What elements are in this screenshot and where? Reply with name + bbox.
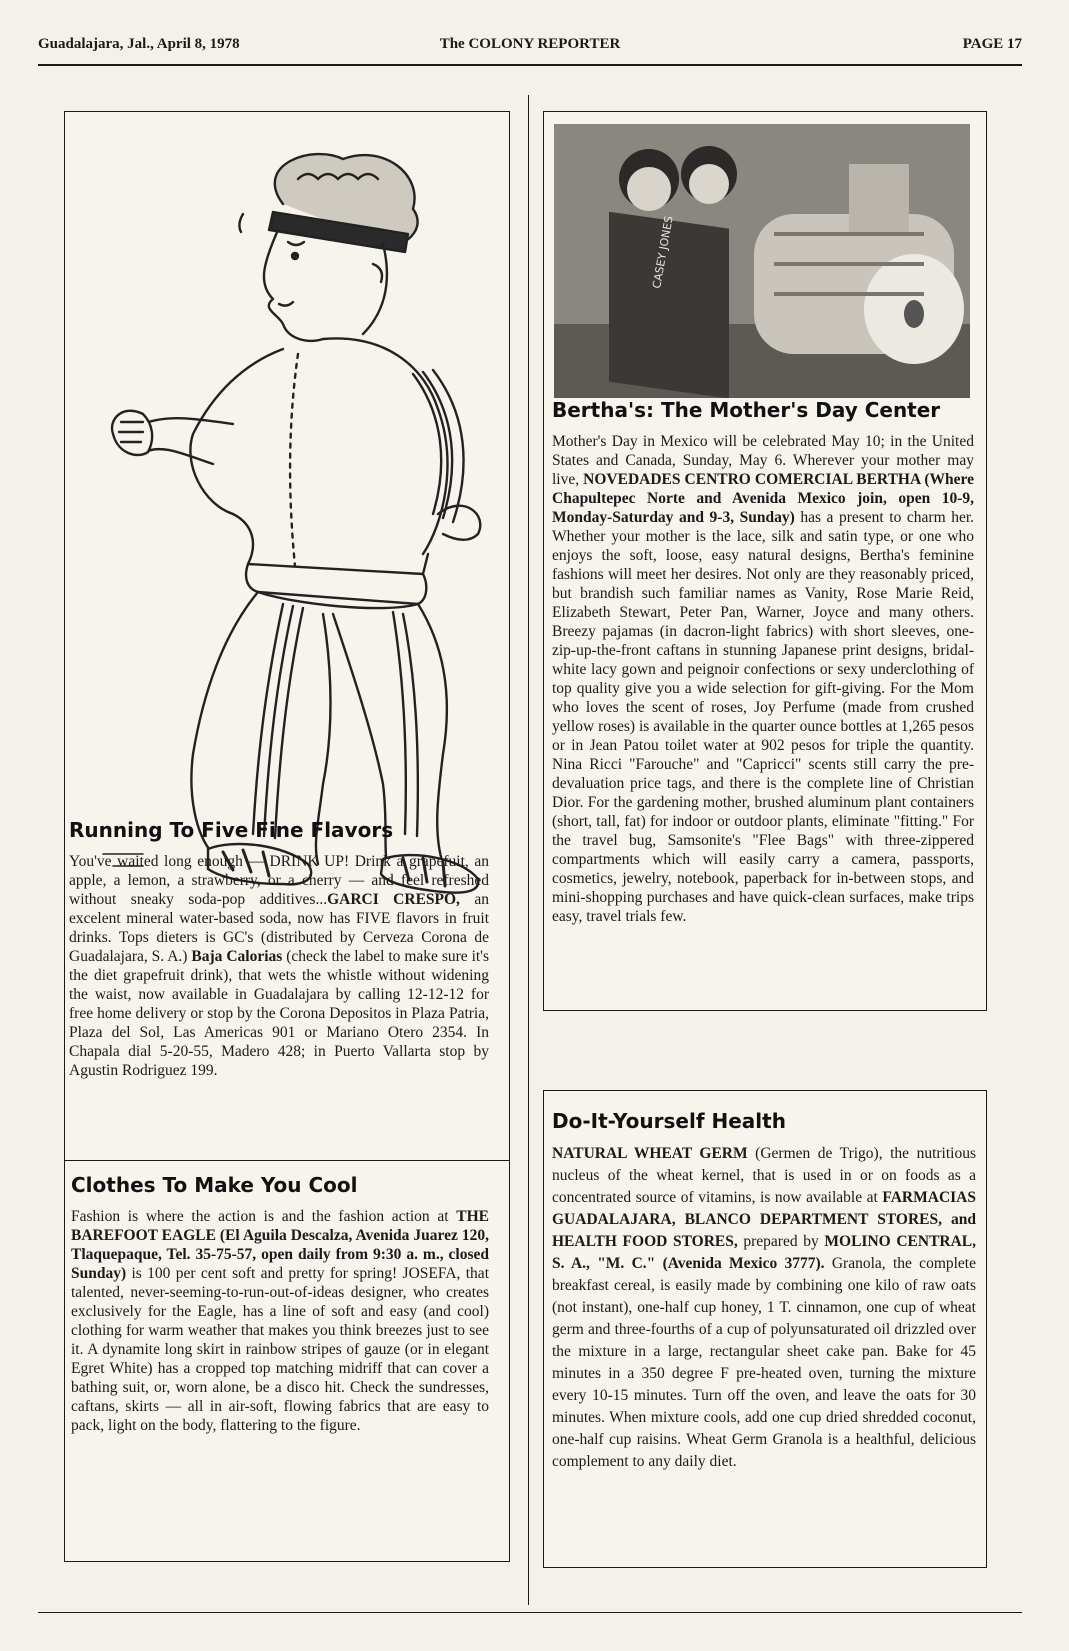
bertha-article xyxy=(543,111,987,1011)
health-body-1: (Germen de Trigo), the nutritious nucleus of the wheat kernel, that is used in or on foods as a concentrated source of vitamins, is now available at xyxy=(552,1145,977,1206)
clothes-body xyxy=(71,1207,489,1435)
health-bold-2: FARMACIAS GUADALAJARA, BLANCO DEPARTMENT STORES, and HEALTH FOOD STORES, xyxy=(552,1189,976,1250)
clothes-bold-1: THE BAREFOOT EAGLE (El Aguila Descalza, Avenida Juarez 120, Tlaquepaque, Tel. 35-75-57, open daily from 9:30 a. m., closed Sunday) xyxy=(71,1208,489,1282)
health-bold-3: MOLINO CENTRAL, S. A., "M. C." (Avenida Mexico 3777). xyxy=(552,1233,977,1272)
train-sign: CASEY JONES xyxy=(650,214,676,290)
health-body xyxy=(552,1143,976,1473)
bertha-bold-1: NOVEDADES CENTRO COMERCIAL BERTHA (Where Chapultepec Norte and Avenida Mexico join, open 10-9, Monday-Saturday and 9-3, Sunday) xyxy=(552,471,974,526)
running-article xyxy=(64,111,510,1189)
page-number: PAGE 17 xyxy=(962,36,1022,52)
masthead-rule xyxy=(38,64,1022,66)
masthead xyxy=(38,36,1022,60)
health-body-3: Granola, the complete breakfast cereal, is easily made by combining one kilo of raw oats (not instant), one-half cup honey, 1 T. cinnamon, one cup of wheat germ and three-fourths of a cup of polyunsaturated oil drizzled over the mixture in a large, rectangular sheet cake pan. Bake for 45 minutes in a 350 degree F pre-heated oven, turning the mixture every 10-15 minutes. Turn off the oven, and leave the oats for 30 minutes. When mixture cools, add one cup dried shredded coconut, one-half cup raisins. Wheat Germ Granola is a healthful, delicious complement to any daily diet. xyxy=(552,1255,976,1470)
jogger-illustration xyxy=(83,134,493,904)
health-article xyxy=(543,1090,987,1568)
running-brand-1: GARCI CRESPO, xyxy=(327,891,460,908)
running-body-2: an excelent mineral water-based soda, now has FIVE flavors in fruit drinks. Tops dieters is GC's (distributed by Cerveza Corona de Guadalajara, S. A.) xyxy=(69,891,489,965)
bertha-body-2: has a present to charm her. Whether your mother is the lace, silk and satin type, or one who enjoys the soft, loose, easy natural designs, Bertha's feminine fashions will meet her desires. Not only are they reasonably priced, but brandish such familiar names as Vanity, Rose Marie Reid, Elizabeth Stewart, Peter Pan, Warner, Joyce and many others. Breezy pajamas (in dacron-light fabrics) with short sleeves, one-zip-up-the-front caftans in stunning Japanese print designs, bridal-white lacy gown and peignoir confections or sexy underclothing of top quality give you a wide selection for gift-giving. For the Mom who loves the scent of roses, Joy Perfume (made from crushed yellow roses) is available in the quarter ounce bottles at 1,265 pesos or in Jean Patou toilet water at 902 pesos for triple the quantity. Nina Ricci "Farouche" and "Capricci" scents still carry the pre-devaluation price tags, and there is the complete line of Christian Dior. For the gardening mother, brushed aluminum plant containers (short, tall, fat) for indoor or outdoor plants, eliminate "fitting." For the travel bug, Samsonite's "Flee Bags" with three-zippered compartments which will easily carry a camera, passports, cosmetics, jewelry, notebook, paperback for in-between stops, and mini-shopping purchases and have quick-clean surfaces, make trips easy, travel trials few. xyxy=(552,509,974,925)
bertha-body xyxy=(552,432,974,926)
bottom-rule xyxy=(38,1612,1022,1613)
running-body-3: (check the label to make sure it's the diet grapefruit drink), that wets the whistle without widening the waist, now available in Guadalajara by calling 12-12-12 for free home delivery or stop by the Corona Depositos in Plaza Patria, Plaza del Sol, Las Americas 901 or Mariano Otero 2354. In Chapala dial 5-20-55, Madero 428; in Puerto Vallarta stop by Agustin Rodriguez 199. xyxy=(69,948,490,1079)
clothes-article xyxy=(64,1160,510,1562)
health-body-2: prepared by xyxy=(737,1233,825,1250)
clothes-body-2: is 100 per cent soft and pretty for spring! JOSEFA, that talented, never-seeming-to-run-out-of-ideas designer, who creates exclusively for the Eagle, has a line of soft and easy (and cool) clothing for warm weather that makes you think breezes just to see it. A dynamite long skirt in rainbow stripes of gauze (or in elegant Egret White) has a cropped top matching midriff that can cover a bathing suit, or, worn alone, be a disco hit. Check the sundresses, caftans, skirts — all in air-soft, flowing fabrics that are easy to pack, light on the body, flattering to the figure. xyxy=(71,1265,489,1434)
running-body-1: You've waited long enough — DRINK UP! Drink a grapefuit, an apple, a lemon, a strawberry, or a cherry — and feel refreshed without sneaky soda-pop additives... xyxy=(69,853,489,908)
running-body xyxy=(69,852,489,1080)
running-headline: Running To Five Fine Flavors xyxy=(69,818,394,842)
health-bold-1: NATURAL WHEAT GERM xyxy=(552,1145,748,1162)
clothes-headline: Clothes To Make You Cool xyxy=(71,1173,358,1197)
running-brand-2: Baja Calorias xyxy=(191,948,283,965)
train-photo xyxy=(554,124,970,398)
health-headline: Do-It-Yourself Health xyxy=(552,1109,786,1133)
dateline: Guadalajara, Jal., April 8, 1978 xyxy=(38,36,240,52)
running-text xyxy=(65,818,489,1080)
column-divider xyxy=(528,95,529,1605)
bertha-body-1: Mother's Day in Mexico will be celebrated May 10; in the United States and Canada, Sunday, May 6. Wherever your mother may live, xyxy=(552,433,974,488)
bertha-headline: Bertha's: The Mother's Day Center xyxy=(552,398,941,422)
newspaper-name: The COLONY REPORTER xyxy=(439,36,621,52)
clothes-body-1: Fashion is where the action is and the fashion action at xyxy=(71,1208,457,1225)
